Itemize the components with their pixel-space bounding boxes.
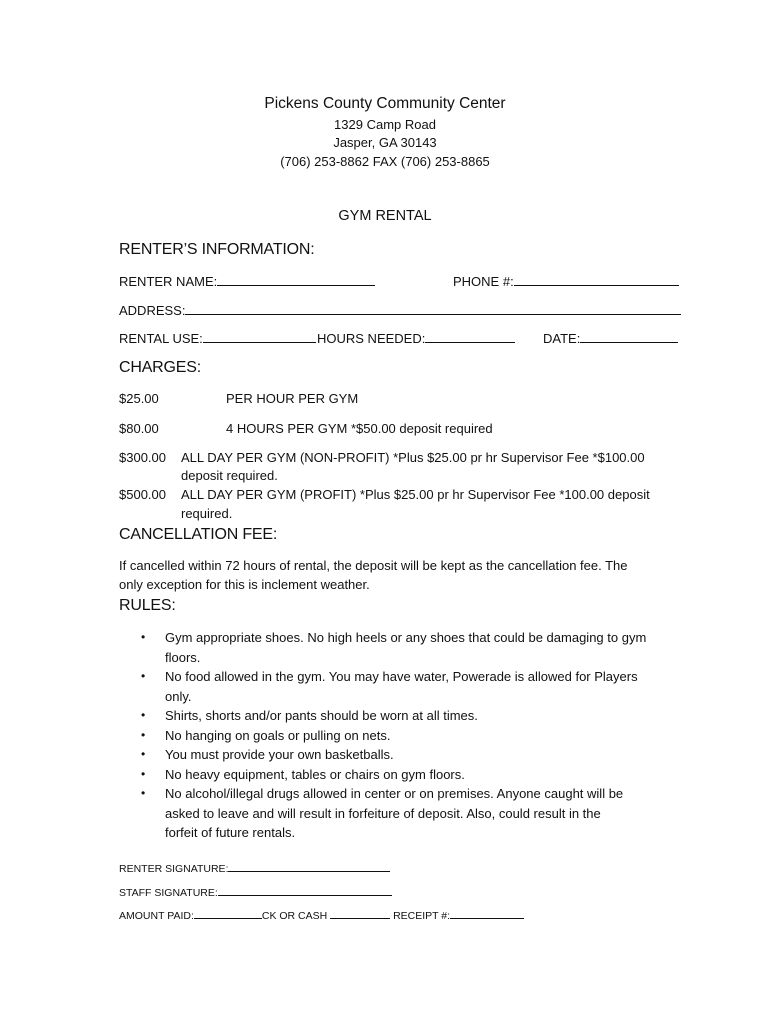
renter-name-label: RENTER NAME: bbox=[119, 274, 218, 289]
phone-field[interactable] bbox=[453, 273, 679, 289]
org-phone-fax: (706) 253-8862 FAX (706) 253-8865 bbox=[280, 154, 490, 169]
list-item bbox=[141, 628, 701, 667]
list-item bbox=[141, 726, 701, 746]
renter-signature-blank[interactable] bbox=[228, 861, 390, 872]
form-title: GYM RENTAL bbox=[338, 208, 432, 224]
hours-needed-blank[interactable] bbox=[425, 330, 515, 343]
hours-needed-field[interactable] bbox=[317, 330, 515, 346]
date-blank[interactable] bbox=[580, 330, 678, 343]
org-name: Pickens County Community Center bbox=[264, 95, 506, 112]
phone-blank[interactable] bbox=[514, 273, 679, 286]
charge-price: $25.00 bbox=[119, 391, 159, 406]
list-item bbox=[141, 667, 701, 706]
address-blank[interactable] bbox=[185, 302, 681, 315]
charges-heading: CHARGES: bbox=[119, 359, 201, 376]
renter-signature-field[interactable] bbox=[119, 861, 390, 875]
charge-desc: PER HOUR PER GYM bbox=[226, 391, 359, 406]
phone-label: PHONE #: bbox=[453, 274, 514, 289]
rental-use-blank[interactable] bbox=[203, 330, 316, 343]
org-street: 1329 Camp Road bbox=[334, 117, 436, 132]
bullet-icon: • bbox=[141, 669, 146, 683]
renter-signature-label: RENTER SIGNATURE: bbox=[119, 863, 229, 875]
bullet-icon: • bbox=[141, 630, 146, 644]
rule-text: No food allowed in the gym. You may have water, Powerade is allowed for Players bbox=[165, 669, 638, 684]
cancellation-text: If cancelled within 72 hours of rental, the deposit will be kept as the cancellation fee. The bbox=[119, 558, 628, 573]
hours-needed-label: HOURS NEEDED: bbox=[317, 331, 426, 346]
staff-signature-field[interactable] bbox=[119, 885, 392, 899]
address-field[interactable] bbox=[119, 302, 681, 318]
rule-text: No hanging on goals or pulling on nets. bbox=[165, 727, 391, 743]
payment-row bbox=[119, 908, 524, 922]
receipt-label: RECEIPT #: bbox=[393, 910, 451, 922]
bullet-icon: • bbox=[141, 727, 146, 742]
charge-desc: 4 HOURS PER GYM *$50.00 deposit required bbox=[226, 421, 493, 436]
charge-desc: required. bbox=[181, 506, 233, 521]
bullet-icon: • bbox=[141, 708, 146, 722]
rule-text: You must provide your own basketballs. bbox=[165, 747, 394, 762]
amount-paid-label: AMOUNT PAID: bbox=[119, 910, 194, 922]
rental-use-label: RENTAL USE: bbox=[119, 331, 203, 346]
charge-price: $500.00 bbox=[119, 487, 166, 502]
charge-desc: ALL DAY PER GYM (NON-PROFIT) *Plus $25.00 pr hr Supervisor Fee *$100.00 bbox=[181, 450, 645, 465]
staff-signature-blank[interactable] bbox=[218, 885, 392, 896]
charge-desc: ALL DAY PER GYM (PROFIT) *Plus $25.00 pr hr Supervisor Fee *100.00 deposit bbox=[181, 487, 650, 502]
bullet-icon: • bbox=[141, 786, 146, 800]
list-item bbox=[141, 706, 701, 726]
address-label: ADDRESS: bbox=[119, 303, 186, 318]
date-field[interactable] bbox=[543, 330, 678, 346]
bullet-icon: • bbox=[141, 747, 146, 761]
ck-or-cash-blank[interactable] bbox=[330, 908, 390, 919]
ck-or-cash-label: CK OR CASH bbox=[261, 910, 328, 922]
charge-desc: deposit required. bbox=[181, 468, 278, 483]
org-city: Jasper, GA 30143 bbox=[333, 135, 437, 150]
date-label: DATE: bbox=[543, 331, 581, 346]
renter-name-blank[interactable] bbox=[217, 273, 375, 286]
amount-paid-blank[interactable] bbox=[194, 908, 262, 919]
bullet-icon: • bbox=[141, 766, 146, 781]
renter-info-heading: RENTER’S INFORMATION: bbox=[119, 241, 315, 258]
cancellation-text: only exception for this is inclement weather. bbox=[119, 577, 370, 592]
receipt-blank[interactable] bbox=[450, 908, 524, 919]
charge-price: $300.00 bbox=[119, 450, 166, 465]
rule-text: No heavy equipment, tables or chairs on gym floors. bbox=[165, 766, 465, 782]
rule-text: only. bbox=[165, 688, 192, 704]
rule-text: forfeit of future rentals. bbox=[165, 825, 296, 840]
renter-name-field[interactable] bbox=[119, 273, 375, 289]
rule-text: Shirts, shorts and/or pants should be worn at all times. bbox=[165, 708, 478, 723]
cancellation-heading: CANCELLATION FEE: bbox=[119, 526, 278, 543]
list-item bbox=[141, 745, 701, 765]
rule-text: asked to leave and will result in forfeiture of deposit. Also, could result in the bbox=[165, 805, 601, 821]
rule-text: floors. bbox=[165, 649, 201, 665]
list-item bbox=[141, 784, 701, 843]
staff-signature-label: STAFF SIGNATURE: bbox=[119, 887, 218, 899]
rental-use-field[interactable] bbox=[119, 330, 316, 346]
rule-text: Gym appropriate shoes. No high heels or any shoes that could be damaging to gym bbox=[165, 630, 647, 645]
list-item bbox=[141, 765, 701, 785]
rules-list bbox=[141, 628, 701, 843]
charge-price: $80.00 bbox=[119, 421, 159, 436]
rule-text: No alcohol/illegal drugs allowed in center or on premises. Anyone caught will be bbox=[165, 786, 624, 801]
rules-heading: RULES: bbox=[119, 597, 176, 614]
